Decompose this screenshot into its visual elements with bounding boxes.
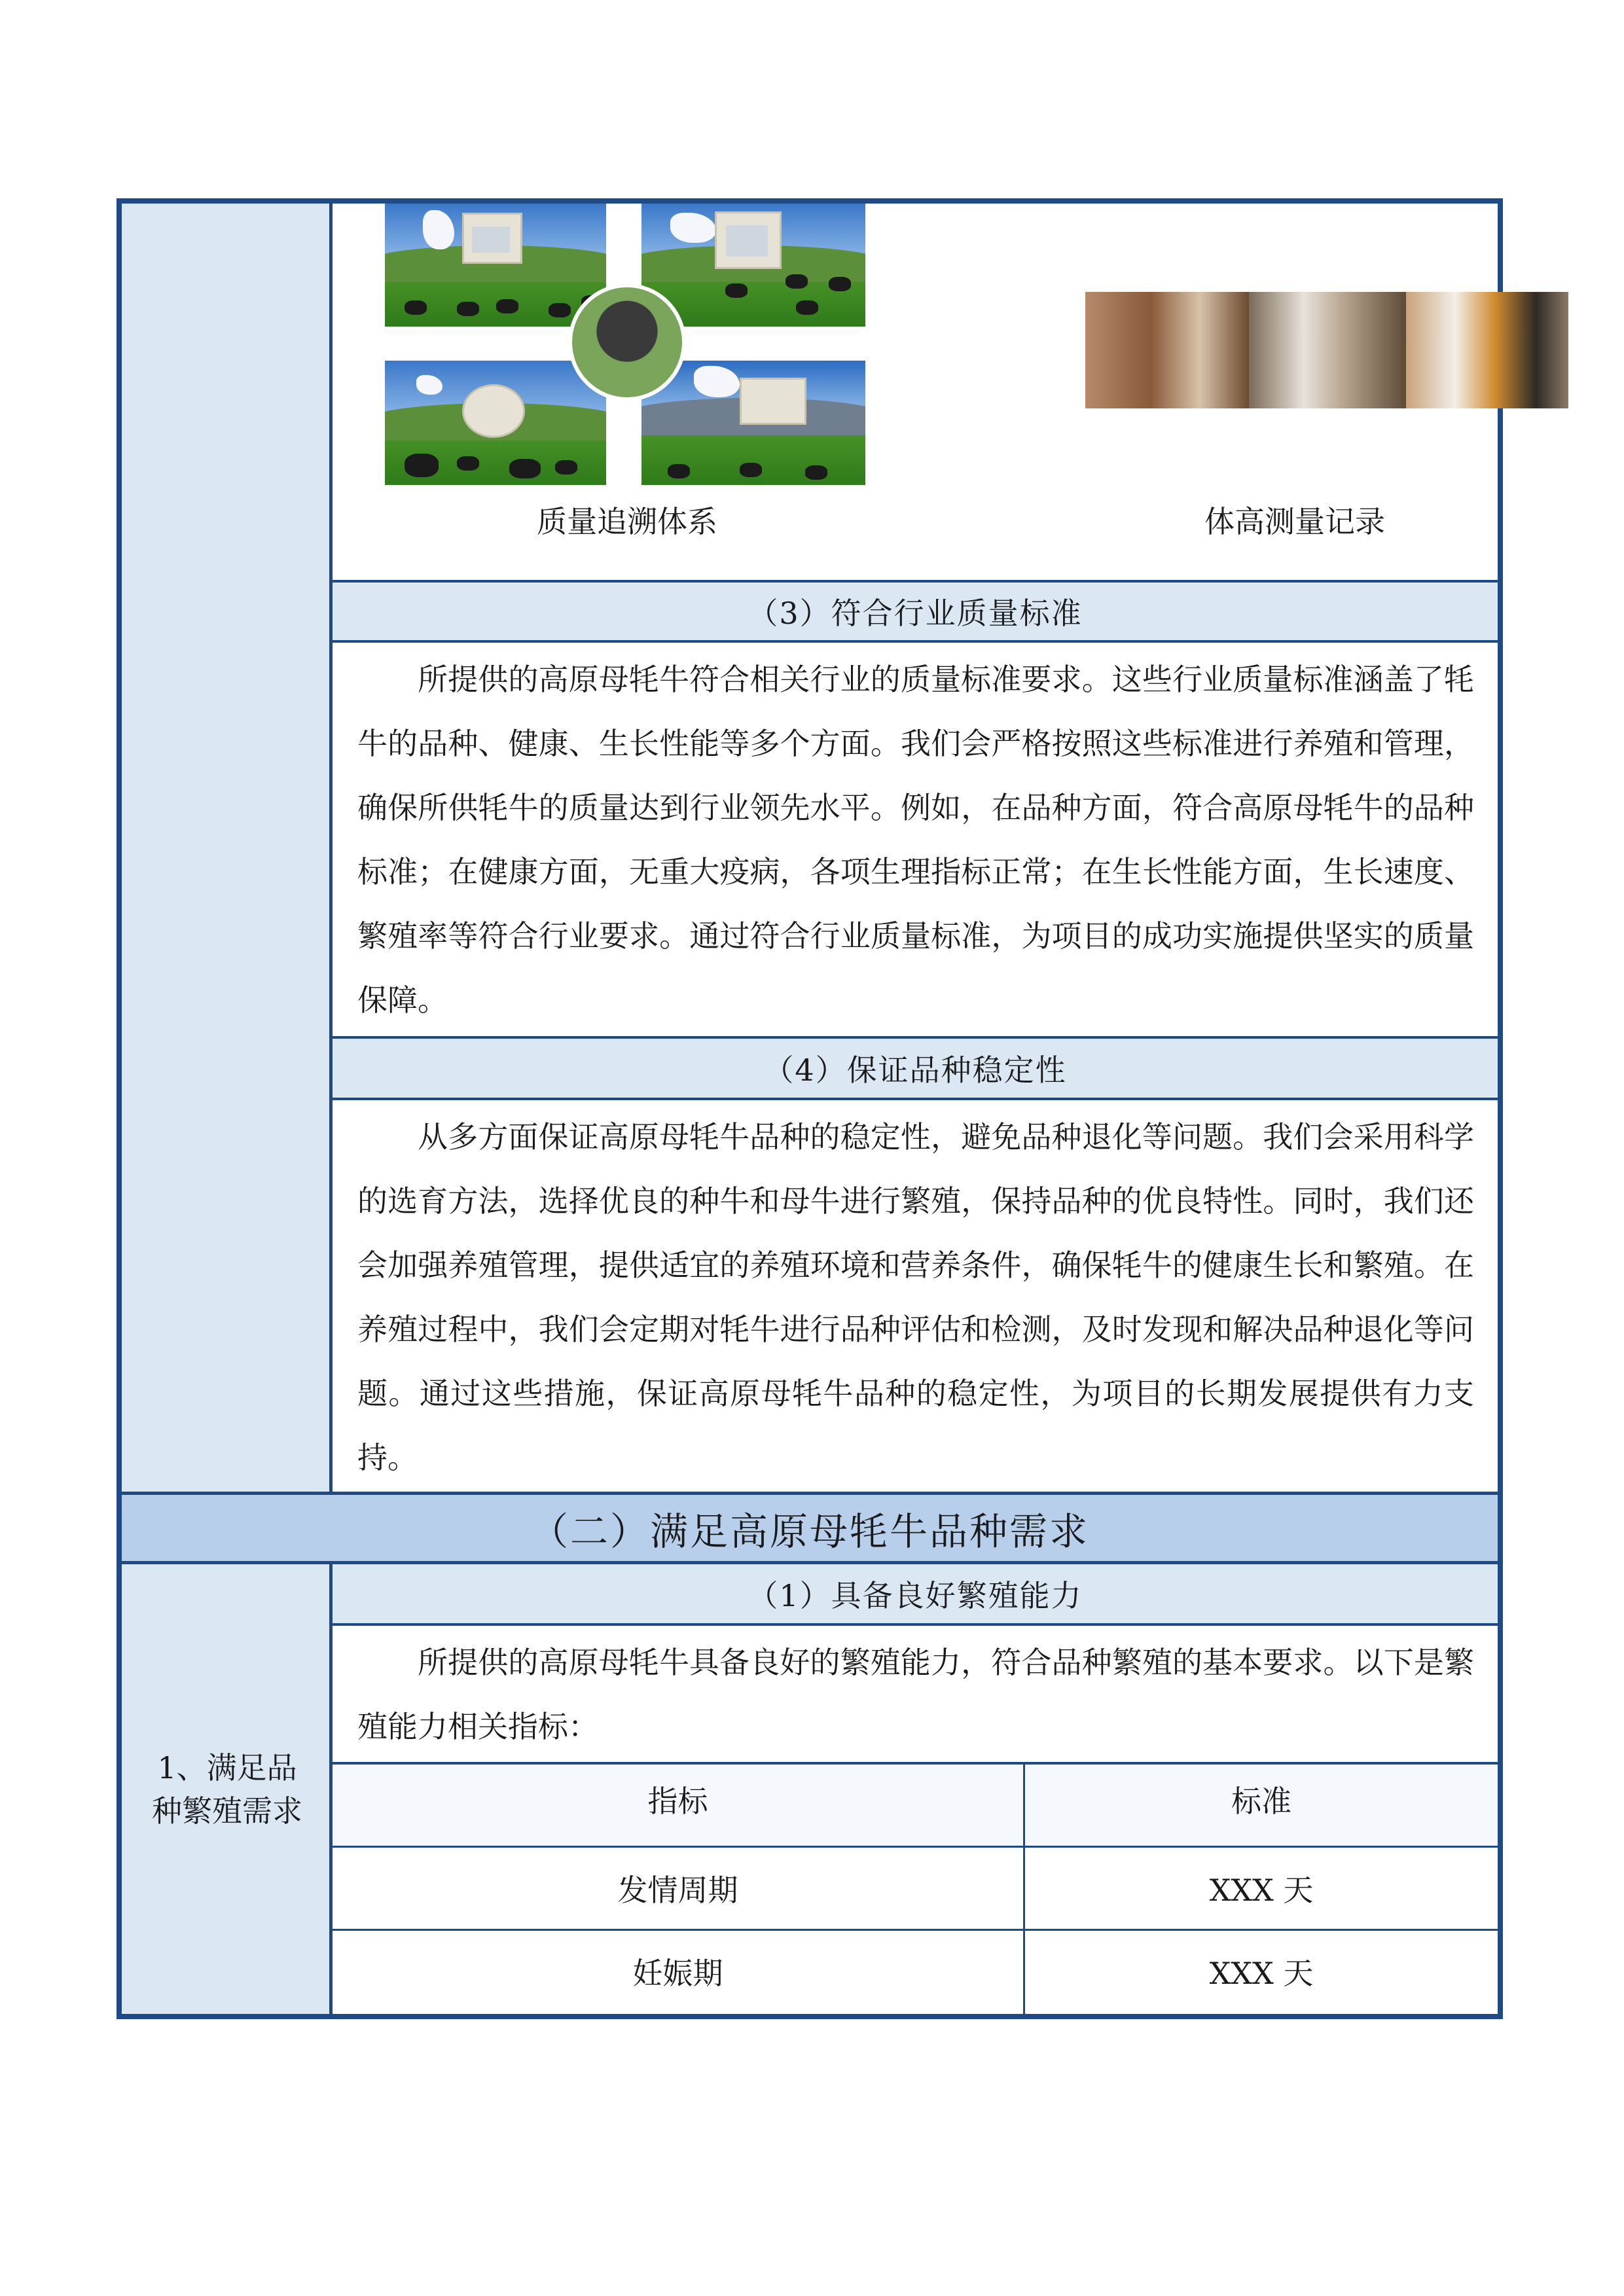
photo-area bbox=[333, 204, 1498, 580]
divider bbox=[333, 1098, 1498, 1100]
table-cell-estrus-cycle-value: XXX 天 bbox=[1209, 1873, 1314, 1908]
side-label-breeding: 1、满足品种繁殖需求 bbox=[152, 1749, 302, 1829]
heading-breed-stability: （4）保证品种稳定性 bbox=[333, 1039, 1498, 1098]
table-header-standard: 标准 bbox=[1231, 1784, 1291, 1819]
table-column-divider bbox=[1023, 1765, 1025, 2014]
paragraph-industry-standard: 所提供的高原母牦牛符合相关行业的质量标准要求。这些行业质量标准涵盖了牦牛的品种、健康、生长性能等多个方面。我们会严格按照这些标准进行养殖和管理，确保所供牦牛的质量达到行业领先水平。例如，在品种方面，符合高原母牦牛的品种标准；在健康方面，无重大疫病，各项生理指标正常；在生长性能方面，生长速度、繁殖率等符合行业要求。通过符合行业质量标准，为项目的成功实施提供坚实的质量保障。 bbox=[357, 662, 1474, 1018]
breeding-indicator-table bbox=[333, 1765, 1498, 2014]
table-cell-gestation-value: XXX 天 bbox=[1209, 1956, 1314, 1991]
caption-height-record: 体高测量记录 bbox=[1204, 504, 1385, 539]
side-column-upper bbox=[122, 204, 333, 1492]
heading-breeding-ability: （1）具备良好繁殖能力 bbox=[333, 1564, 1498, 1623]
table-cell-gestation: 妊娠期 bbox=[632, 1956, 723, 1991]
traceability-collage bbox=[385, 204, 869, 486]
major-section-title: （二）满足高原母牦牛品种需求 bbox=[122, 1495, 1498, 1561]
divider bbox=[333, 640, 1498, 643]
table-cell-estrus-cycle: 发情周期 bbox=[617, 1873, 738, 1908]
height-measurement-photo bbox=[1085, 292, 1568, 408]
collage-photo-1 bbox=[385, 204, 606, 327]
collage-photo-4 bbox=[641, 361, 865, 485]
divider bbox=[333, 1623, 1498, 1626]
caption-traceability: 质量追溯体系 bbox=[537, 504, 717, 539]
table-header-indicator: 指标 bbox=[647, 1784, 708, 1819]
heading-industry-standard: （3）符合行业质量标准 bbox=[333, 583, 1498, 640]
yak-portrait-circle bbox=[568, 283, 686, 401]
collage-photo-3 bbox=[385, 361, 606, 485]
paragraph-breed-stability: 从多方面保证高原母牦牛品种的稳定性，避免品种退化等问题。我们会采用科学的选育方法，选择优良的种牛和母牛进行繁殖，保持品种的优良特性。同时，我们还会加强养殖管理，提供适宜的养殖环境和营养条件，确保牦牛的健康生长和繁殖。在养殖过程中，我们会定期对牦牛进行品种评估和检测，及时发现和解决品种退化等问题。通过这些措施，保证高原母牦牛品种的稳定性，为项目的长期发展提供有力支持。 bbox=[357, 1119, 1474, 1475]
paragraph-breeding-ability: 所提供的高原母牦牛具备良好的繁殖能力，符合品种繁殖的基本要求。以下是繁殖能力相关指标： bbox=[357, 1645, 1474, 1744]
document-frame bbox=[117, 198, 1503, 2019]
